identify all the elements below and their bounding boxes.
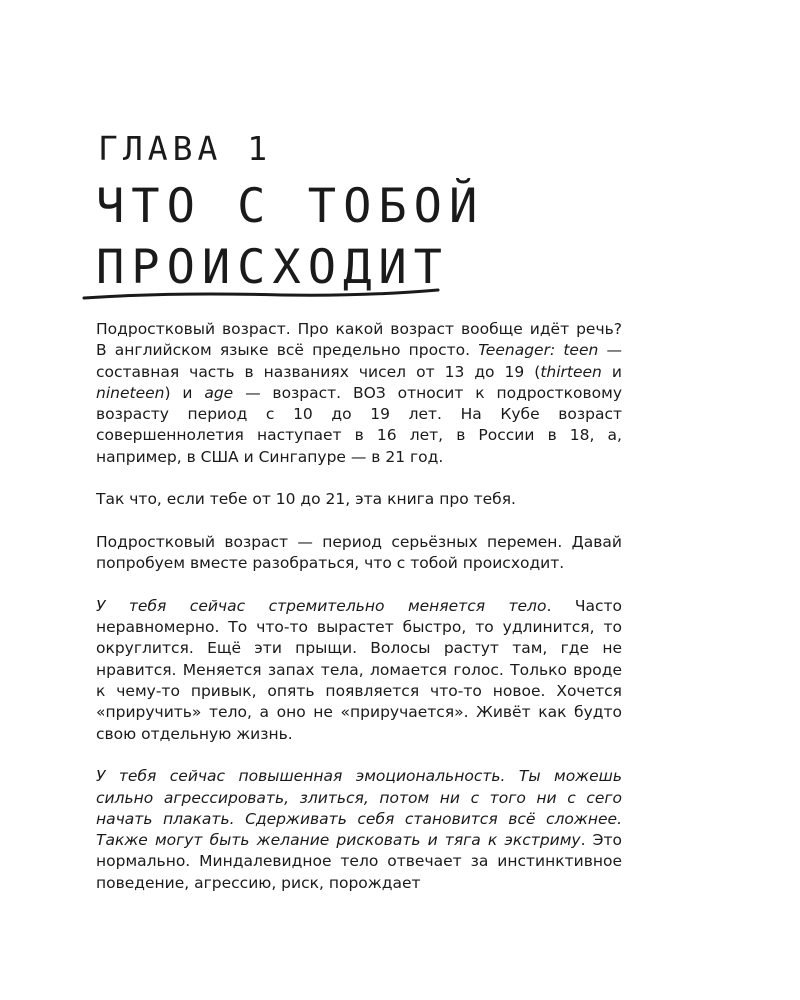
italic-span: age [204,383,234,402]
italic-span: У тебя сейчас стремительно меняется тело [96,596,547,615]
text-span: . Это нормально. Миндалевидное тело отвечает за инстинктивное поведение, агрессию, риск, порождает [96,831,622,892]
chapter-title-line-1: ЧТО С ТОБОЙ [96,179,485,234]
text-span: — возраст. ВОЗ относит к подростковому возрасту период с 10 до 19 лет. На Кубе возраст совершеннолетия наступает в 16 лет, в России в 18, а, например, в США и Сингапуре — в 21 год. [96,383,622,466]
chapter-title [96,176,484,298]
text-span: Подростковый возраст. Про какой возраст вообще идёт речь? В английском языке всё предельно просто. [96,320,622,360]
italic-span: thirteen [540,362,602,381]
italic-span: nineteen [96,383,165,402]
italic-span: У тебя сейчас повышенная эмоциональность. Ты можешь сильно агрессировать, злиться, потом ни с того ни с сего начать плакать. Сдерживать себя становится всё сложнее. Также могут быть желание рисковать и тяга к экстриму [96,767,622,850]
paragraph-4 [96,596,622,745]
paragraph-3: Подростковый возраст — период серьёзных перемен. Давай попробуем вместе разобраться, что с тобой происходит. [96,532,622,573]
italic-span: Teenager: teen [478,341,599,360]
title-underline [82,285,442,305]
paragraph-2: Так что, если тебе от 10 до 21, эта книга про тебя. [96,490,516,509]
paragraph-5 [96,766,622,894]
text-span: . Часто неравномерно. То что-то вырастет быстро, то удлинится, то округлится. Ещё эти прыщи. Волосы растут там, где не нравится. Меняется запах тела, ломается голос. Только вроде к чему-то привык, опять появляется что-то новое. Хочется «приручить» тело, а оно не «приручается». Живёт как будто свою отдельную жизнь. [96,596,622,743]
text-span: — составная часть в названиях чисел от 13 до 19 ( [96,341,622,381]
body-text [96,319,622,894]
chapter-title-line-2: ПРОИСХОДИТ [96,240,449,295]
chapter-label: ГЛАВА 1 [98,129,273,168]
paragraph-1 [96,319,622,468]
text-span: ) и [164,383,205,402]
text-span: и [601,362,622,381]
